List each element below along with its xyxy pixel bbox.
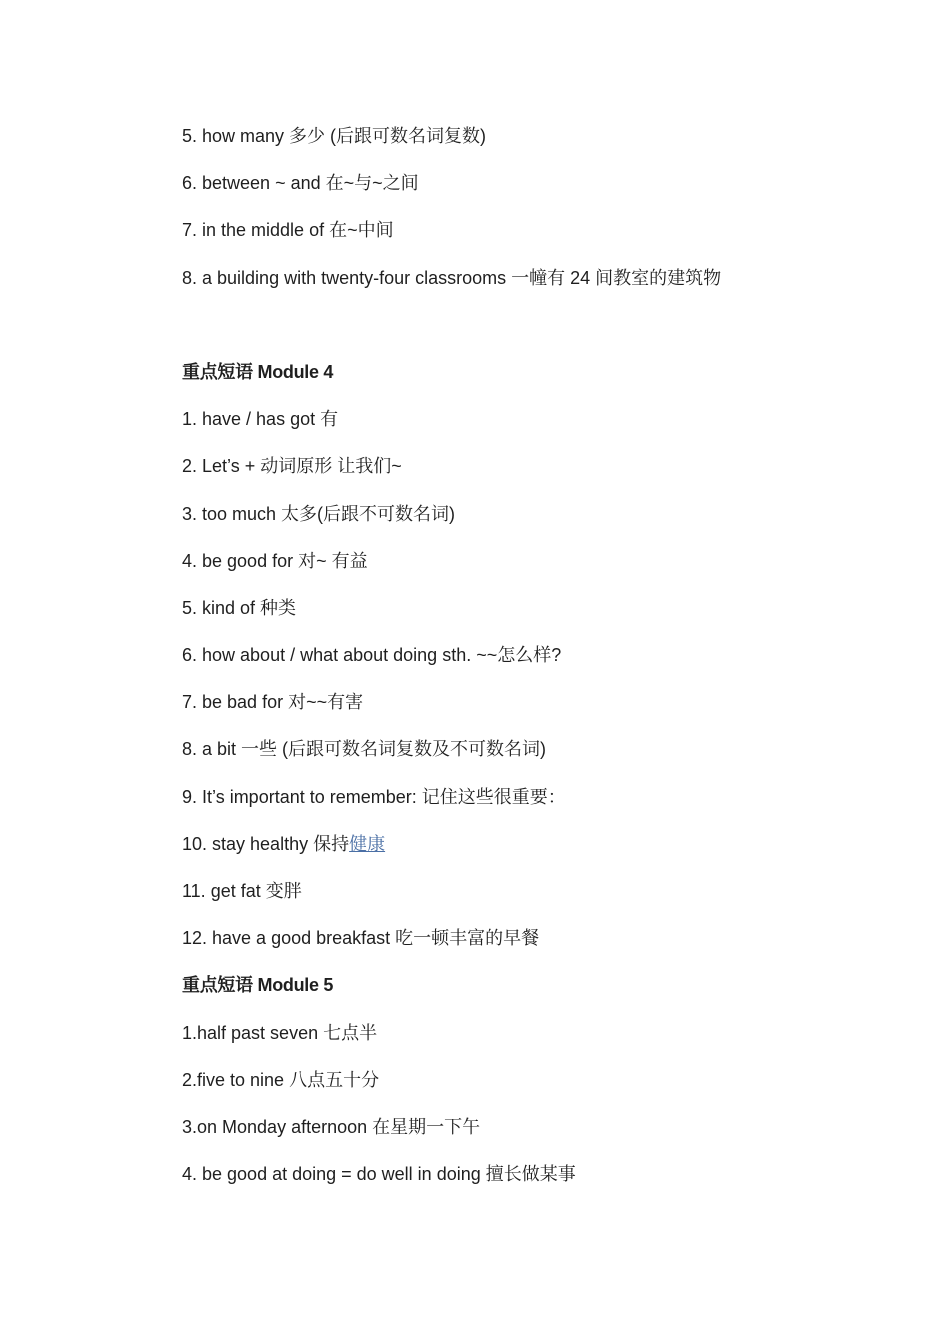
list-item: 6. how about / what about doing sth. ~~怎么样? — [182, 645, 562, 666]
list-item: 4. be good for 对~ 有益 — [182, 550, 368, 571]
list-item: 11. get fat 变胖 — [182, 881, 302, 901]
list-item: 5. how many 多少 (后跟可数名词复数) — [182, 126, 487, 146]
list-item: 12. have a good breakfast 吃一顿丰富的早餐 — [182, 928, 540, 949]
list-item: 3.on Monday afternoon 在星期一下午 — [182, 1116, 481, 1137]
list-item: 9. It’s important to remember: 记住这些很重要： — [182, 786, 566, 807]
section-spacer — [182, 309, 902, 356]
list-item: 3. too much 太多(后跟不可数名词) — [182, 503, 456, 524]
list-item: 2. Let’s + 动词原形 让我们~ — [182, 456, 402, 477]
health-link[interactable]: 健康 — [349, 833, 386, 854]
section-heading-module-5: 重点短语 Module 5 — [182, 975, 334, 996]
list-item-with-link — [182, 828, 902, 875]
list-item: 6. between ~ and 在~与~之间 — [182, 173, 419, 194]
list-item: 1.half past seven 七点半 — [182, 1022, 378, 1043]
document-content — [182, 120, 902, 1205]
list-item: 5. kind of 种类 — [182, 597, 297, 618]
list-item: 2.five to nine 八点五十分 — [182, 1069, 380, 1090]
list-item: 1. have / has got 有 — [182, 409, 339, 430]
list-item: 7. be bad for 对~~有害 — [182, 692, 364, 713]
list-item: 8. a building with twenty-four classrooms 一幢有 24 间教室的建筑物 — [182, 267, 722, 288]
section-heading-module-4: 重点短语 Module 4 — [182, 361, 334, 382]
list-item-text: 10. stay healthy 保持 — [182, 833, 350, 854]
list-item: 4. be good at doing = do well in doing 擅长做某事 — [182, 1164, 576, 1185]
list-item: 7. in the middle of 在~中间 — [182, 220, 394, 241]
list-item: 8. a bit 一些 (后跟可数名词复数及不可数名词) — [182, 739, 547, 760]
